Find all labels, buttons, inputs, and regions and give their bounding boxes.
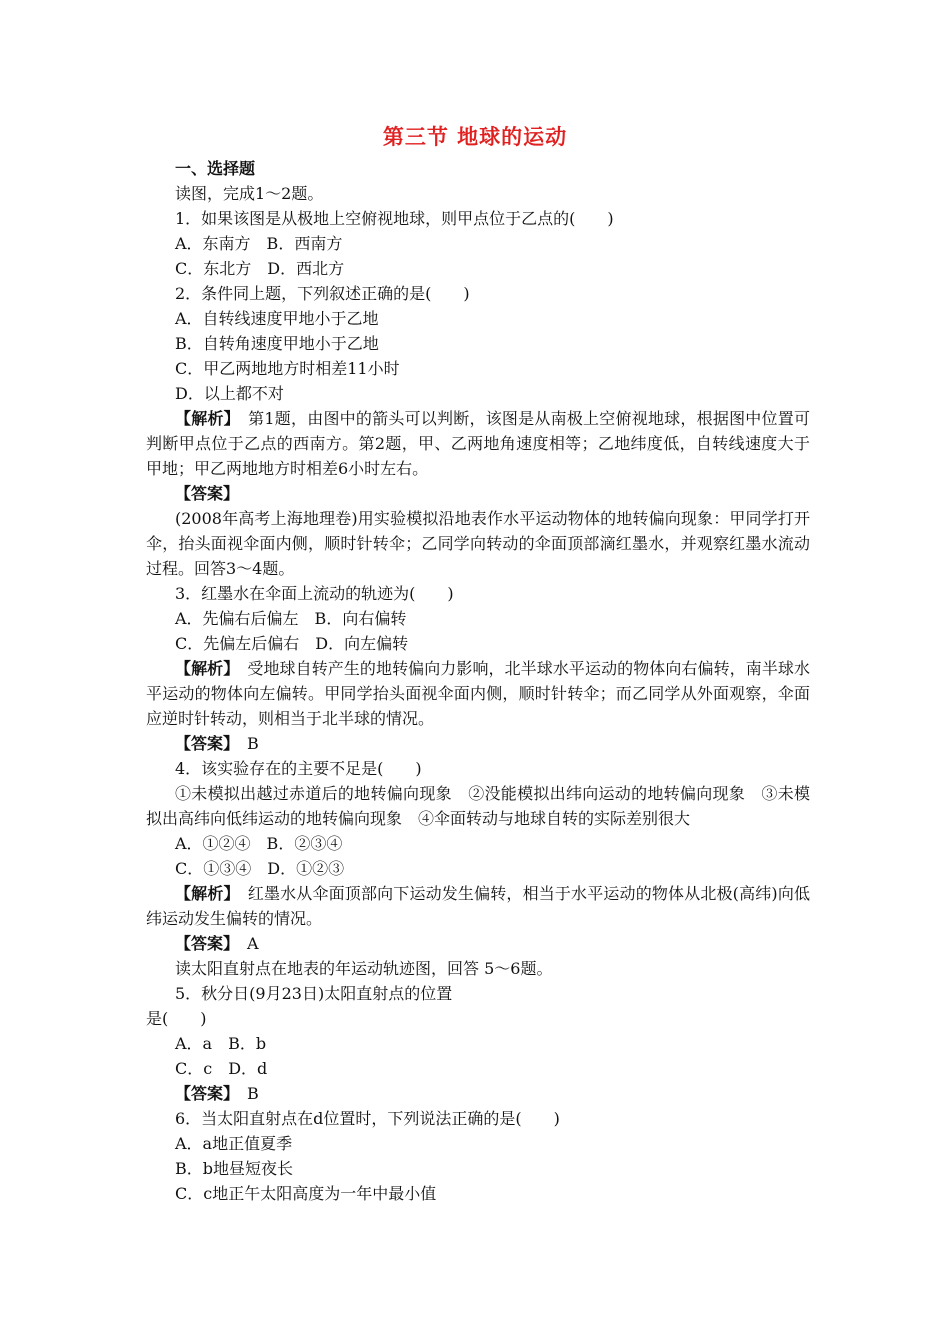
answer-label: 【答案】 (175, 734, 232, 753)
analysis-paragraph (146, 656, 810, 731)
question-3-options-ab: A．先偏右后偏左 B．向右偏转 (175, 609, 407, 628)
analysis-label: 【解析】 (175, 409, 232, 428)
question-intro: (2008年高考上海地理卷)用实验模拟沿地表作水平运动物体的地转偏向现象：甲同学打开伞，抬头面视伞面内侧，顺时针转伞；乙同学向转动的伞面顶部滴红墨水，并观察红墨水流动过程。回答3～4题。 (146, 509, 810, 578)
page-title: 第三节 地球的运动 (382, 124, 568, 149)
question-5-options-cd: C．c D．d (175, 1059, 268, 1078)
answer-line (146, 1081, 810, 1106)
question-4-options-ab: A．①②④ B．②③④ (175, 834, 343, 853)
analysis-paragraph (146, 406, 810, 481)
question-4: 4．该实验存在的主要不足是( ) (175, 759, 422, 778)
question-2-option-b: B．自转角速度甲地小于乙地 (175, 334, 379, 353)
answer-line (146, 931, 810, 956)
answer-value: B (231, 1084, 259, 1103)
answer-label: 【答案】 (175, 934, 232, 953)
question-3: 3．红墨水在伞面上流动的轨迹为( ) (175, 584, 454, 603)
analysis-label: 【解析】 (175, 884, 232, 903)
question-6: 6．当太阳直射点在d位置时，下列说法正确的是( ) (175, 1109, 560, 1128)
question-5: 5．秋分日(9月23日)太阳直射点的位置 (175, 984, 453, 1003)
answer-label: 【答案】 (175, 484, 240, 503)
answer-value: A (231, 934, 259, 953)
answer-value: B (231, 734, 259, 753)
question-2-option-c: C．甲乙两地地方时相差11小时 (175, 359, 400, 378)
question-intro: 读图，完成1～2题。 (175, 184, 324, 203)
question-1-options-ab: A．东南方 B．西南方 (175, 234, 343, 253)
section-heading: 一、选择题 (175, 159, 256, 178)
question-6-option-b: B．b地昼短夜长 (175, 1159, 294, 1178)
question-intro: 读太阳直射点在地表的年运动轨迹图，回答 5～6题。 (175, 959, 553, 978)
analysis-paragraph (146, 881, 810, 931)
question-5-options-ab: A．a B．b (175, 1034, 267, 1053)
analysis-text: 红墨水从伞面顶部向下运动发生偏转，相当于水平运动的物体从北极(高纬)向低纬运动发生偏转的情况。 (146, 884, 810, 928)
question-3-options-cd: C．先偏左后偏右 D．向左偏转 (175, 634, 409, 653)
question-6-option-a: A．a地正值夏季 (175, 1134, 293, 1153)
analysis-text: 受地球自转产生的地转偏向力影响，北半球水平运动的物体向右偏转，南半球水平运动的物体向左偏转。甲同学抬头面视伞面内侧，顺时针转伞；而乙同学从外面观察，伞面应逆时针转动，则相当于北半球的情况。 (146, 659, 810, 728)
answer-label: 【答案】 (175, 1084, 232, 1103)
question-4-options-cd: C．①③④ D．①②③ (175, 859, 345, 878)
question-2: 2．条件同上题，下列叙述正确的是( ) (175, 284, 470, 303)
question-6-option-c: C．c地正午太阳高度为一年中最小值 (175, 1184, 437, 1203)
question-1-options-cd: C．东北方 D．西北方 (175, 259, 345, 278)
question-2-option-d: D．以上都不对 (175, 384, 284, 403)
question-2-option-a: A．自转线速度甲地小于乙地 (175, 309, 379, 328)
answer-line (146, 481, 810, 506)
question-1: 1．如果该图是从极地上空俯视地球，则甲点位于乙点的( ) (175, 209, 614, 228)
document-body (146, 156, 810, 1206)
question-5-continuation: 是( ) (146, 1009, 207, 1028)
analysis-text: 第1题，由图中的箭头可以判断，该图是从南极上空俯视地球，根据图中位置可判断甲点位于乙点的西南方。第2题，甲、乙两地角速度相等；乙地纬度低，自转线速度大于甲地；甲乙两地地方时相差6小时左右。 (146, 409, 810, 478)
answer-line (146, 731, 810, 756)
question-4-statements: ①未模拟出越过赤道后的地转偏向现象 ②没能模拟出纬向运动的地转偏向现象 ③未模拟出高纬向低纬运动的地转偏向现象 ④伞面转动与地球自转的实际差别很大 (146, 784, 810, 828)
analysis-label: 【解析】 (175, 659, 232, 678)
